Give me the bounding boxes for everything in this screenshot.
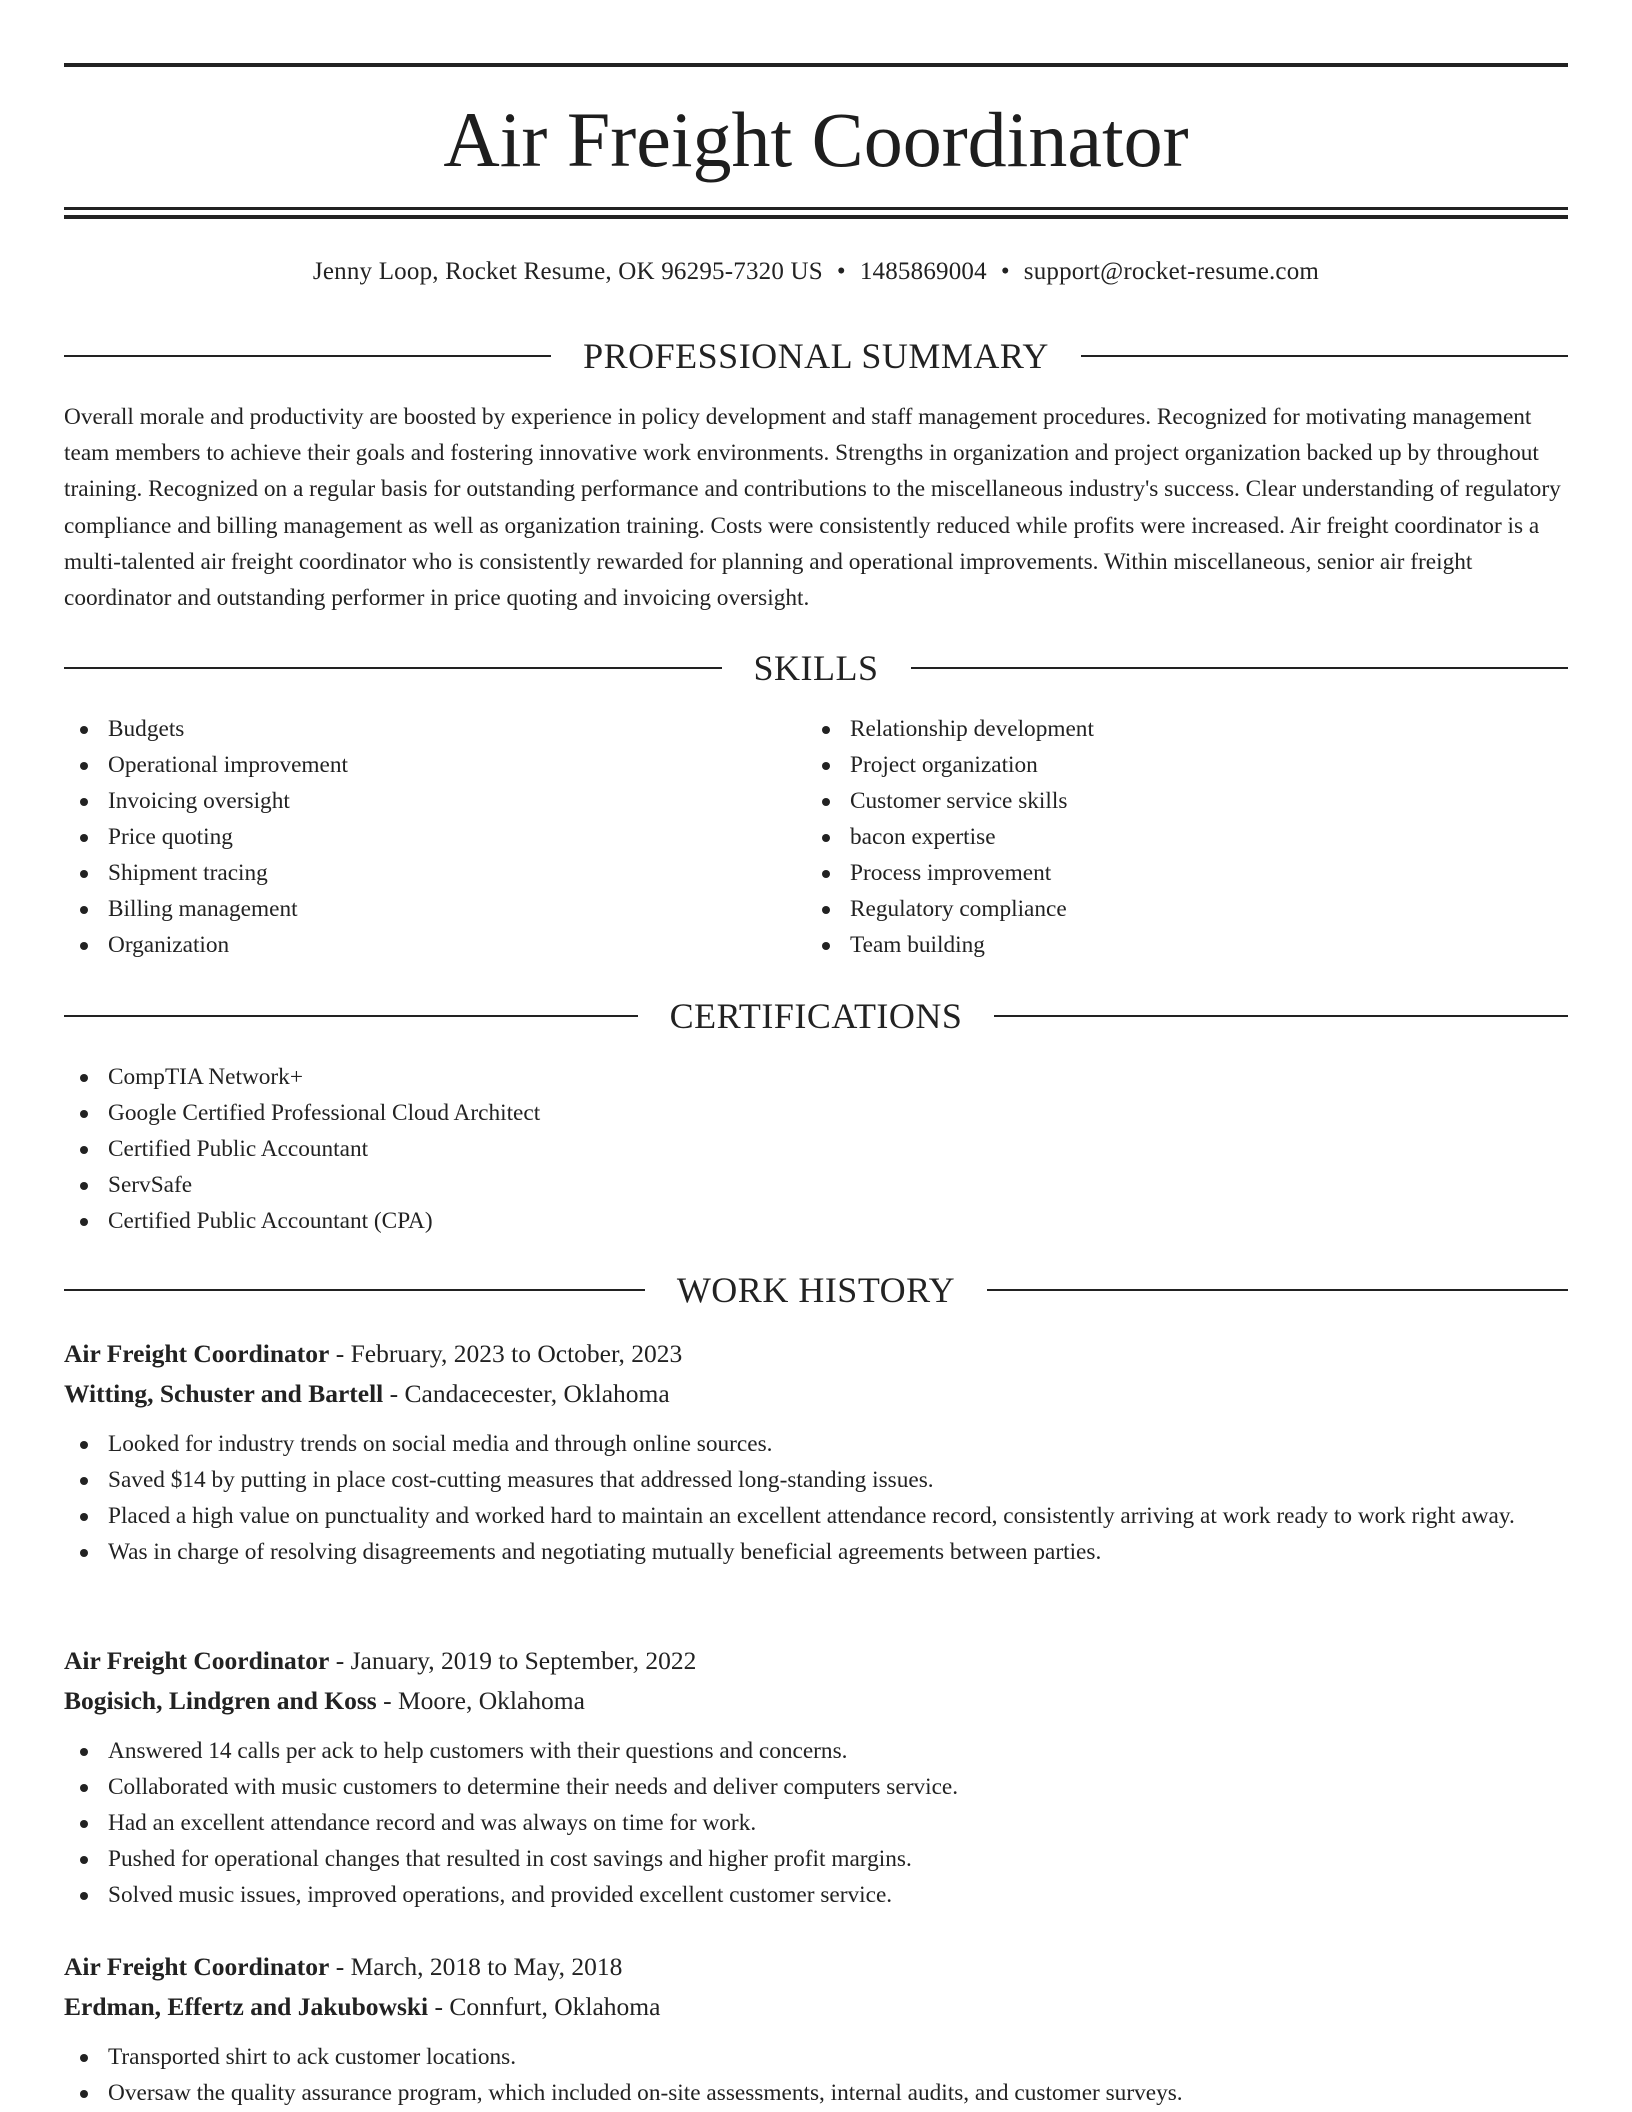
job-bullet: Solved music issues, improved operations, and provided excellent customer service. <box>64 1877 1568 1913</box>
job-title: Air Freight Coordinator <box>64 1952 330 1981</box>
certification-item: CompTIA Network+ <box>64 1059 1568 1095</box>
skills-right-column <box>806 711 1546 963</box>
summary-heading: PROFESSIONAL SUMMARY <box>583 336 1049 376</box>
skill-item: Team building <box>806 927 1546 963</box>
section-rule-left <box>64 1289 645 1291</box>
title-rule-upper <box>64 207 1568 210</box>
job-company-line <box>64 1681 1568 1721</box>
skills-left-list <box>64 711 804 963</box>
skill-item: Regulatory compliance <box>806 891 1546 927</box>
job-location: - Connfurt, Oklahoma <box>428 1992 661 2021</box>
section-rule-right <box>1081 355 1568 357</box>
certification-item: Google Certified Professional Cloud Architect <box>64 1095 1568 1131</box>
job-bullet: Had an excellent attendance record and was always on time for work. <box>64 1805 1568 1841</box>
job-dates: - January, 2019 to September, 2022 <box>329 1646 697 1675</box>
job-entry <box>64 1334 1568 1570</box>
section-rule-left <box>64 355 551 357</box>
job-location: - Candacecester, Oklahoma <box>383 1379 670 1408</box>
skill-item: Customer service skills <box>806 783 1546 819</box>
contact-email: support@rocket-resume.com <box>1023 258 1320 285</box>
skill-item: Process improvement <box>806 855 1546 891</box>
section-rule-left <box>64 667 722 669</box>
section-rule-left <box>64 1015 638 1017</box>
job-bullet: Was in charge of resolving disagreements and negotiating mutually beneficial agreements between parties. <box>64 1534 1568 1570</box>
job-entry <box>64 1641 1568 1913</box>
job-entry <box>64 1947 1568 2111</box>
job-title-line <box>64 1641 1568 1681</box>
job-bullets <box>64 1426 1568 1570</box>
job-company-line <box>64 1987 1568 2027</box>
skill-item: Relationship development <box>806 711 1546 747</box>
contact-address: Jenny Loop, Rocket Resume, OK 96295-7320 US <box>312 258 823 285</box>
skill-item: Operational improvement <box>64 747 804 783</box>
skill-item: Price quoting <box>64 819 804 855</box>
job-company: Witting, Schuster and Bartell <box>64 1379 384 1408</box>
job-bullet: Transported shirt to ack customer locations. <box>64 2039 1568 2075</box>
work-history-heading: WORK HISTORY <box>676 1270 956 1310</box>
job-dates: - March, 2018 to May, 2018 <box>329 1952 623 1981</box>
skill-item: Budgets <box>64 711 804 747</box>
job-bullet: Saved $14 by putting in place cost-cutting measures that addressed long-standing issues. <box>64 1462 1568 1498</box>
skills-left-column <box>64 711 804 963</box>
skill-item: Shipment tracing <box>64 855 804 891</box>
skill-item: Organization <box>64 927 804 963</box>
job-title: Air Freight Coordinator <box>64 1646 330 1675</box>
summary-section-header <box>64 334 1568 378</box>
job-bullet: Answered 14 calls per ack to help customers with their questions and concerns. <box>64 1733 1568 1769</box>
job-company: Bogisich, Lindgren and Koss <box>64 1686 377 1715</box>
summary-text: Overall morale and productivity are boosted by experience in policy development and staff management procedures. Recognized for motivating management team members to achieve their goals and fostering innovative work environments. Strengths in organization and project organization backed up by throughout training. Recognized on a regular basis for outstanding performance and contributions to the miscellaneous industry's success. Clear understanding of regulatory compliance and billing management as well as organization training. Costs were consistently reduced while profits were increased. Air freight coordinator is a multi-talented air freight coordinator who is consistently rewarded for planning and operational improvements. Within miscellaneous, senior air freight coordinator and outstanding performer in price quoting and invoicing oversight. <box>64 404 1561 612</box>
skills-heading: SKILLS <box>753 648 879 688</box>
title-rule-lower <box>64 215 1568 219</box>
job-title-line <box>64 1947 1568 1987</box>
job-bullets <box>64 1733 1568 1913</box>
work-history-section-header <box>64 1268 1568 1312</box>
skill-item: bacon expertise <box>806 819 1546 855</box>
job-company-line <box>64 1374 1568 1414</box>
skills-right-list <box>806 711 1546 963</box>
certifications-list <box>64 1059 1568 1239</box>
contact-line <box>64 254 1568 290</box>
certification-item: Certified Public Accountant <box>64 1131 1568 1167</box>
section-rule-right <box>911 667 1569 669</box>
job-bullet: Pushed for operational changes that resulted in cost savings and higher profit margins. <box>64 1841 1568 1877</box>
job-bullets <box>64 2039 1568 2111</box>
skill-item: Invoicing oversight <box>64 783 804 819</box>
job-location: - Moore, Oklahoma <box>376 1686 585 1715</box>
job-title-line <box>64 1334 1568 1374</box>
certification-item: ServSafe <box>64 1167 1568 1203</box>
contact-phone: 1485869004 <box>859 258 987 285</box>
certifications-list-container <box>64 1059 1568 1239</box>
job-bullet: Oversaw the quality assurance program, which included on-site assessments, internal audits, and customer surveys. <box>64 2075 1568 2111</box>
job-bullet: Placed a high value on punctuality and worked hard to maintain an excellent attendance record, consistently arriving at work ready to work right away. <box>64 1498 1568 1534</box>
certifications-section-header <box>64 994 1568 1038</box>
resume-title: Air Freight Coordinator <box>443 96 1189 183</box>
skill-item: Project organization <box>806 747 1546 783</box>
job-bullet: Collaborated with music customers to determine their needs and deliver computers service. <box>64 1769 1568 1805</box>
contact-separator: • <box>836 258 846 285</box>
skill-item: Billing management <box>64 891 804 927</box>
job-company: Erdman, Effertz and Jakubowski <box>64 1992 429 2021</box>
skills-section-header <box>64 646 1568 690</box>
job-title: Air Freight Coordinator <box>64 1339 330 1368</box>
job-bullet: Looked for industry trends on social media and through online sources. <box>64 1426 1568 1462</box>
top-rule <box>64 63 1568 67</box>
job-dates: - February, 2023 to October, 2023 <box>329 1339 683 1368</box>
contact-separator: • <box>1000 258 1010 285</box>
certifications-heading: CERTIFICATIONS <box>669 996 963 1036</box>
certification-item: Certified Public Accountant (CPA) <box>64 1203 1568 1239</box>
section-rule-right <box>987 1289 1568 1291</box>
section-rule-right <box>994 1015 1568 1017</box>
